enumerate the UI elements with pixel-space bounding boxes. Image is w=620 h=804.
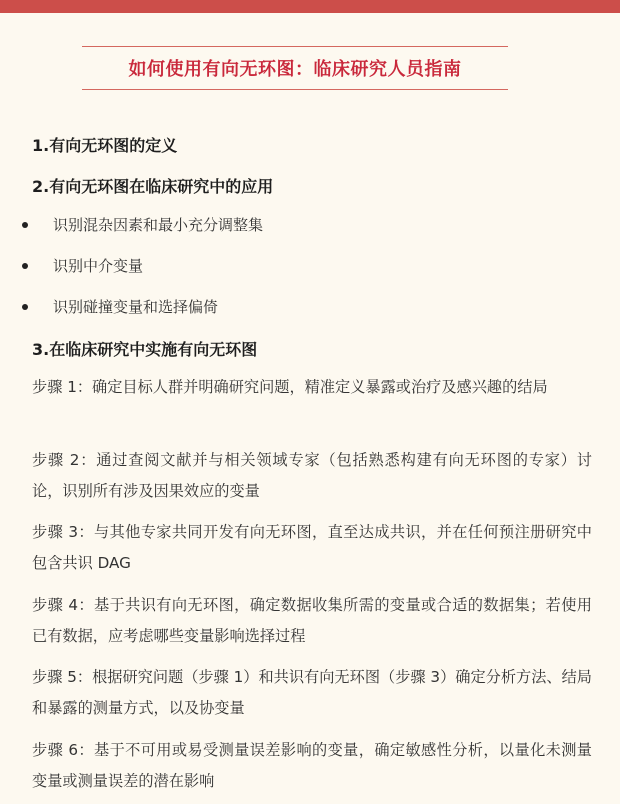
top-accent-bar <box>0 0 620 13</box>
list-item <box>22 296 218 317</box>
section-heading-definition: 1.有向无环图的定义 <box>32 136 178 155</box>
bullet-icon <box>22 222 28 228</box>
step-2: 步骤 2：通过查阅文献并与相关领域专家（包括熟悉构建有向无环图的专家）讨论，识别所有涉及因果效应的变量 <box>32 451 592 500</box>
list-item-text: 识别碰撞变量和选择偏倚 <box>53 298 219 316</box>
section-heading-implementation: 3.在临床研究中实施有向无环图 <box>32 340 258 359</box>
step-6: 步骤 6：基于不可用或易受测量误差影响的变量，确定敏感性分析，以量化未测量变量或测量误差的潜在影响 <box>32 741 592 790</box>
list-item-text: 识别中介变量 <box>53 257 144 275</box>
bullet-icon <box>22 304 28 310</box>
step-4: 步骤 4：基于共识有向无环图，确定数据收集所需的变量或合适的数据集；若使用已有数据，应考虑哪些变量影响选择过程 <box>32 596 592 645</box>
step-3: 步骤 3：与其他专家共同开发有向无环图，直至达成共识，并在任何预注册研究中包含共识 DAG <box>32 523 592 572</box>
step-5: 步骤 5：根据研究问题（步骤 1）和共识有向无环图（步骤 3）确定分析方法、结局和暴露的测量方式，以及协变量 <box>32 668 592 717</box>
list-item <box>22 214 263 235</box>
bullet-icon <box>22 263 28 269</box>
title-box <box>82 46 508 90</box>
list-item <box>22 255 143 276</box>
step-1: 步骤 1：确定目标人群并明确研究问题，精准定义暴露或治疗及感兴趣的结局 <box>32 378 548 396</box>
page-title: 如何使用有向无环图：临床研究人员指南 <box>128 59 462 80</box>
list-item-text: 识别混杂因素和最小充分调整集 <box>53 216 264 234</box>
section-heading-applications: 2.有向无环图在临床研究中的应用 <box>32 177 274 196</box>
